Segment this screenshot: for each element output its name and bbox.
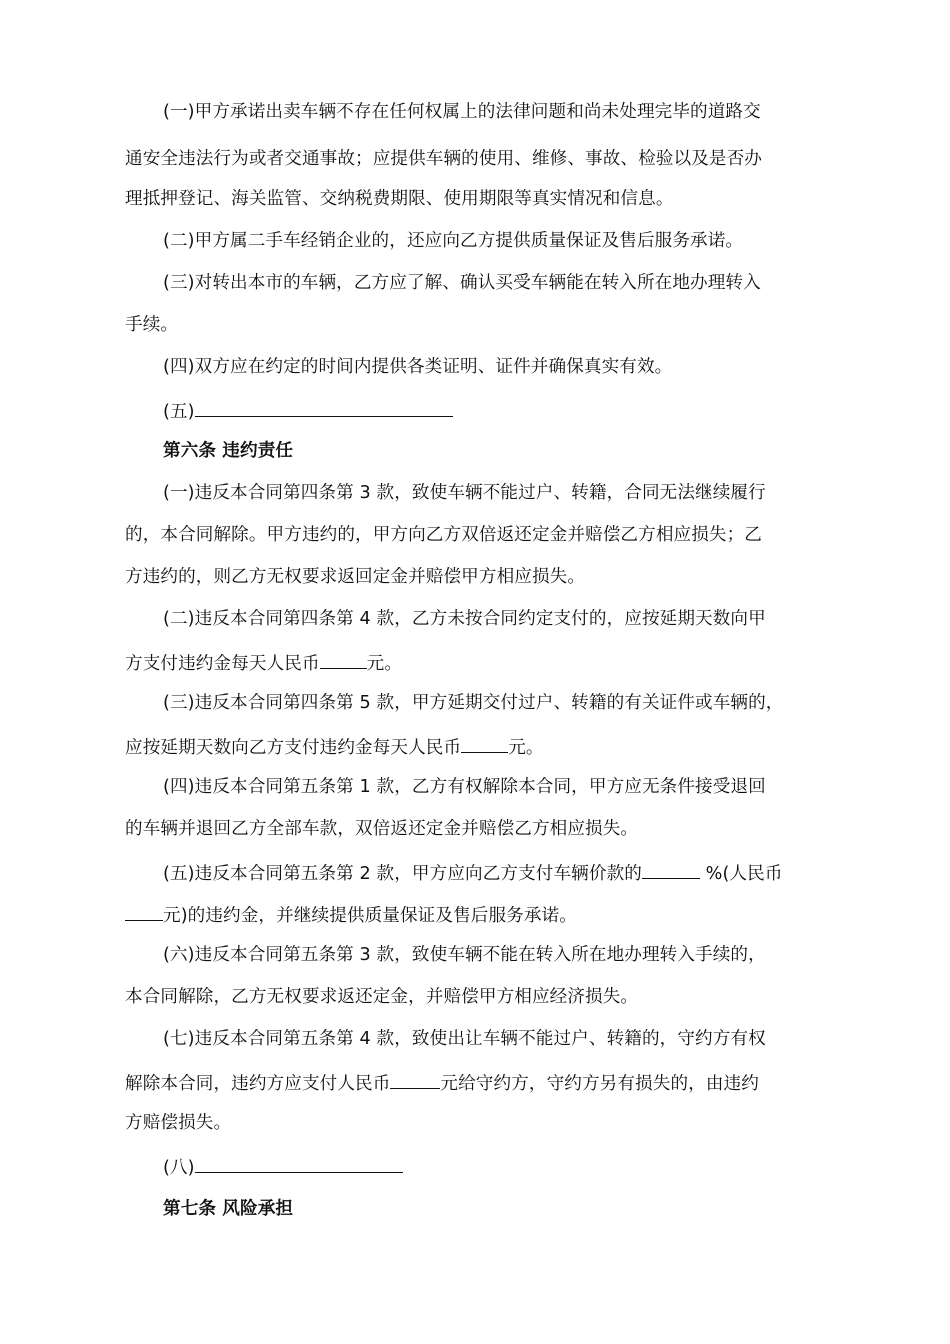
a6-item4-line2: 的车辆并退回乙方全部车款，双倍返还定金并赔偿乙方相应损失。 <box>125 819 639 839</box>
a6-item3-line1: (三)违反本合同第四条第 5 款，甲方延期交付过户、转籍的有关证件或车辆的， <box>163 693 784 713</box>
a6-item6-line1: (六)违反本合同第五条第 3 款，致使车辆不能在转入所在地办理转入手续的， <box>163 945 766 965</box>
article6-heading: 第六条 违约责任 <box>163 441 294 461</box>
a6-item3-text-b: 元。 <box>508 738 544 758</box>
blank-field <box>390 1068 440 1089</box>
a6-item5-text-c: 元)的违约金，并继续提供质量保证及售后服务承诺。 <box>163 906 577 926</box>
blank-field <box>642 858 700 879</box>
blank-field <box>195 1152 403 1173</box>
s5-item5-prefix: (五) <box>163 402 195 422</box>
a6-item5-line1 <box>163 858 863 887</box>
a6-item7-text-b: 元给守约方，守约方另有损失的，由违约 <box>440 1074 759 1094</box>
s5-item5 <box>163 396 863 425</box>
s5-item3-line2: 手续。 <box>125 315 179 335</box>
blank-field <box>461 732 508 753</box>
a6-item7-line1: (七)违反本合同第五条第 4 款，致使出让车辆不能过户、转籍的，守约方有权 <box>163 1029 766 1049</box>
blank-field <box>195 396 453 417</box>
blank-field <box>125 900 163 921</box>
s5-item1-line2: 通安全违法行为或者交通事故；应提供车辆的使用、维修、事故、检验以及是否办 <box>125 149 762 169</box>
a6-item6-line2: 本合同解除，乙方无权要求返还定金，并赔偿甲方相应经济损失。 <box>125 987 639 1007</box>
a6-item7-text-a: 解除本合同，违约方应支付人民币 <box>125 1074 391 1094</box>
a6-item1-line2: 的，本合同解除。甲方违约的，甲方向乙方双倍返还定金并赔偿乙方相应损失；乙 <box>125 525 762 545</box>
s5-item3-line1: (三)对转出本市的车辆，乙方应了解、确认买受车辆能在转入所在地办理转入 <box>163 273 761 293</box>
s5-item1-line1: (一)甲方承诺出卖车辆不存在任何权属上的法律问题和尚未处理完毕的道路交 <box>163 102 761 122</box>
a6-item8 <box>163 1152 863 1181</box>
a6-item7-line2 <box>125 1068 825 1097</box>
a6-item1-line3: 方违约的，则乙方无权要求返回定金并赔偿甲方相应损失。 <box>125 567 586 587</box>
s5-item2: (二)甲方属二手车经销企业的，还应向乙方提供质量保证及售后服务承诺。 <box>163 231 744 251</box>
a6-item5-line2 <box>125 900 825 929</box>
blank-field <box>320 648 367 669</box>
a6-item1-line1: (一)违反本合同第四条第 3 款，致使车辆不能过户、转籍，合同无法继续履行 <box>163 483 766 503</box>
a6-item5-text-b: %(人民币 <box>699 864 783 884</box>
a6-item3-text-a: 应按延期天数向乙方支付违约金每天人民币 <box>125 738 462 758</box>
a6-item2-line1: (二)违反本合同第四条第 4 款，乙方未按合同约定支付的，应按延期天数向甲 <box>163 609 766 629</box>
a6-item2-text-b: 元。 <box>366 654 403 674</box>
a6-item7-line3: 方赔偿损失。 <box>125 1113 232 1133</box>
s5-item1-line3: 理抵押登记、海关监管、交纳税费期限、使用期限等真实情况和信息。 <box>125 189 674 209</box>
a6-item3-line2 <box>125 732 825 761</box>
a6-item8-prefix: (八) <box>163 1158 195 1178</box>
a6-item4-line1: (四)违反本合同第五条第 1 款，乙方有权解除本合同，甲方应无条件接受退回 <box>163 777 766 797</box>
a6-item2-line2 <box>125 648 825 677</box>
a6-item2-text-a: 方支付违约金每天人民币 <box>125 654 320 674</box>
a6-item5-text-a: (五)违反本合同第五条第 2 款，甲方应向乙方支付车辆价款的 <box>163 864 642 884</box>
article7-heading: 第七条 风险承担 <box>163 1199 294 1219</box>
s5-item4: (四)双方应在约定的时间内提供各类证明、证件并确保真实有效。 <box>163 357 673 377</box>
